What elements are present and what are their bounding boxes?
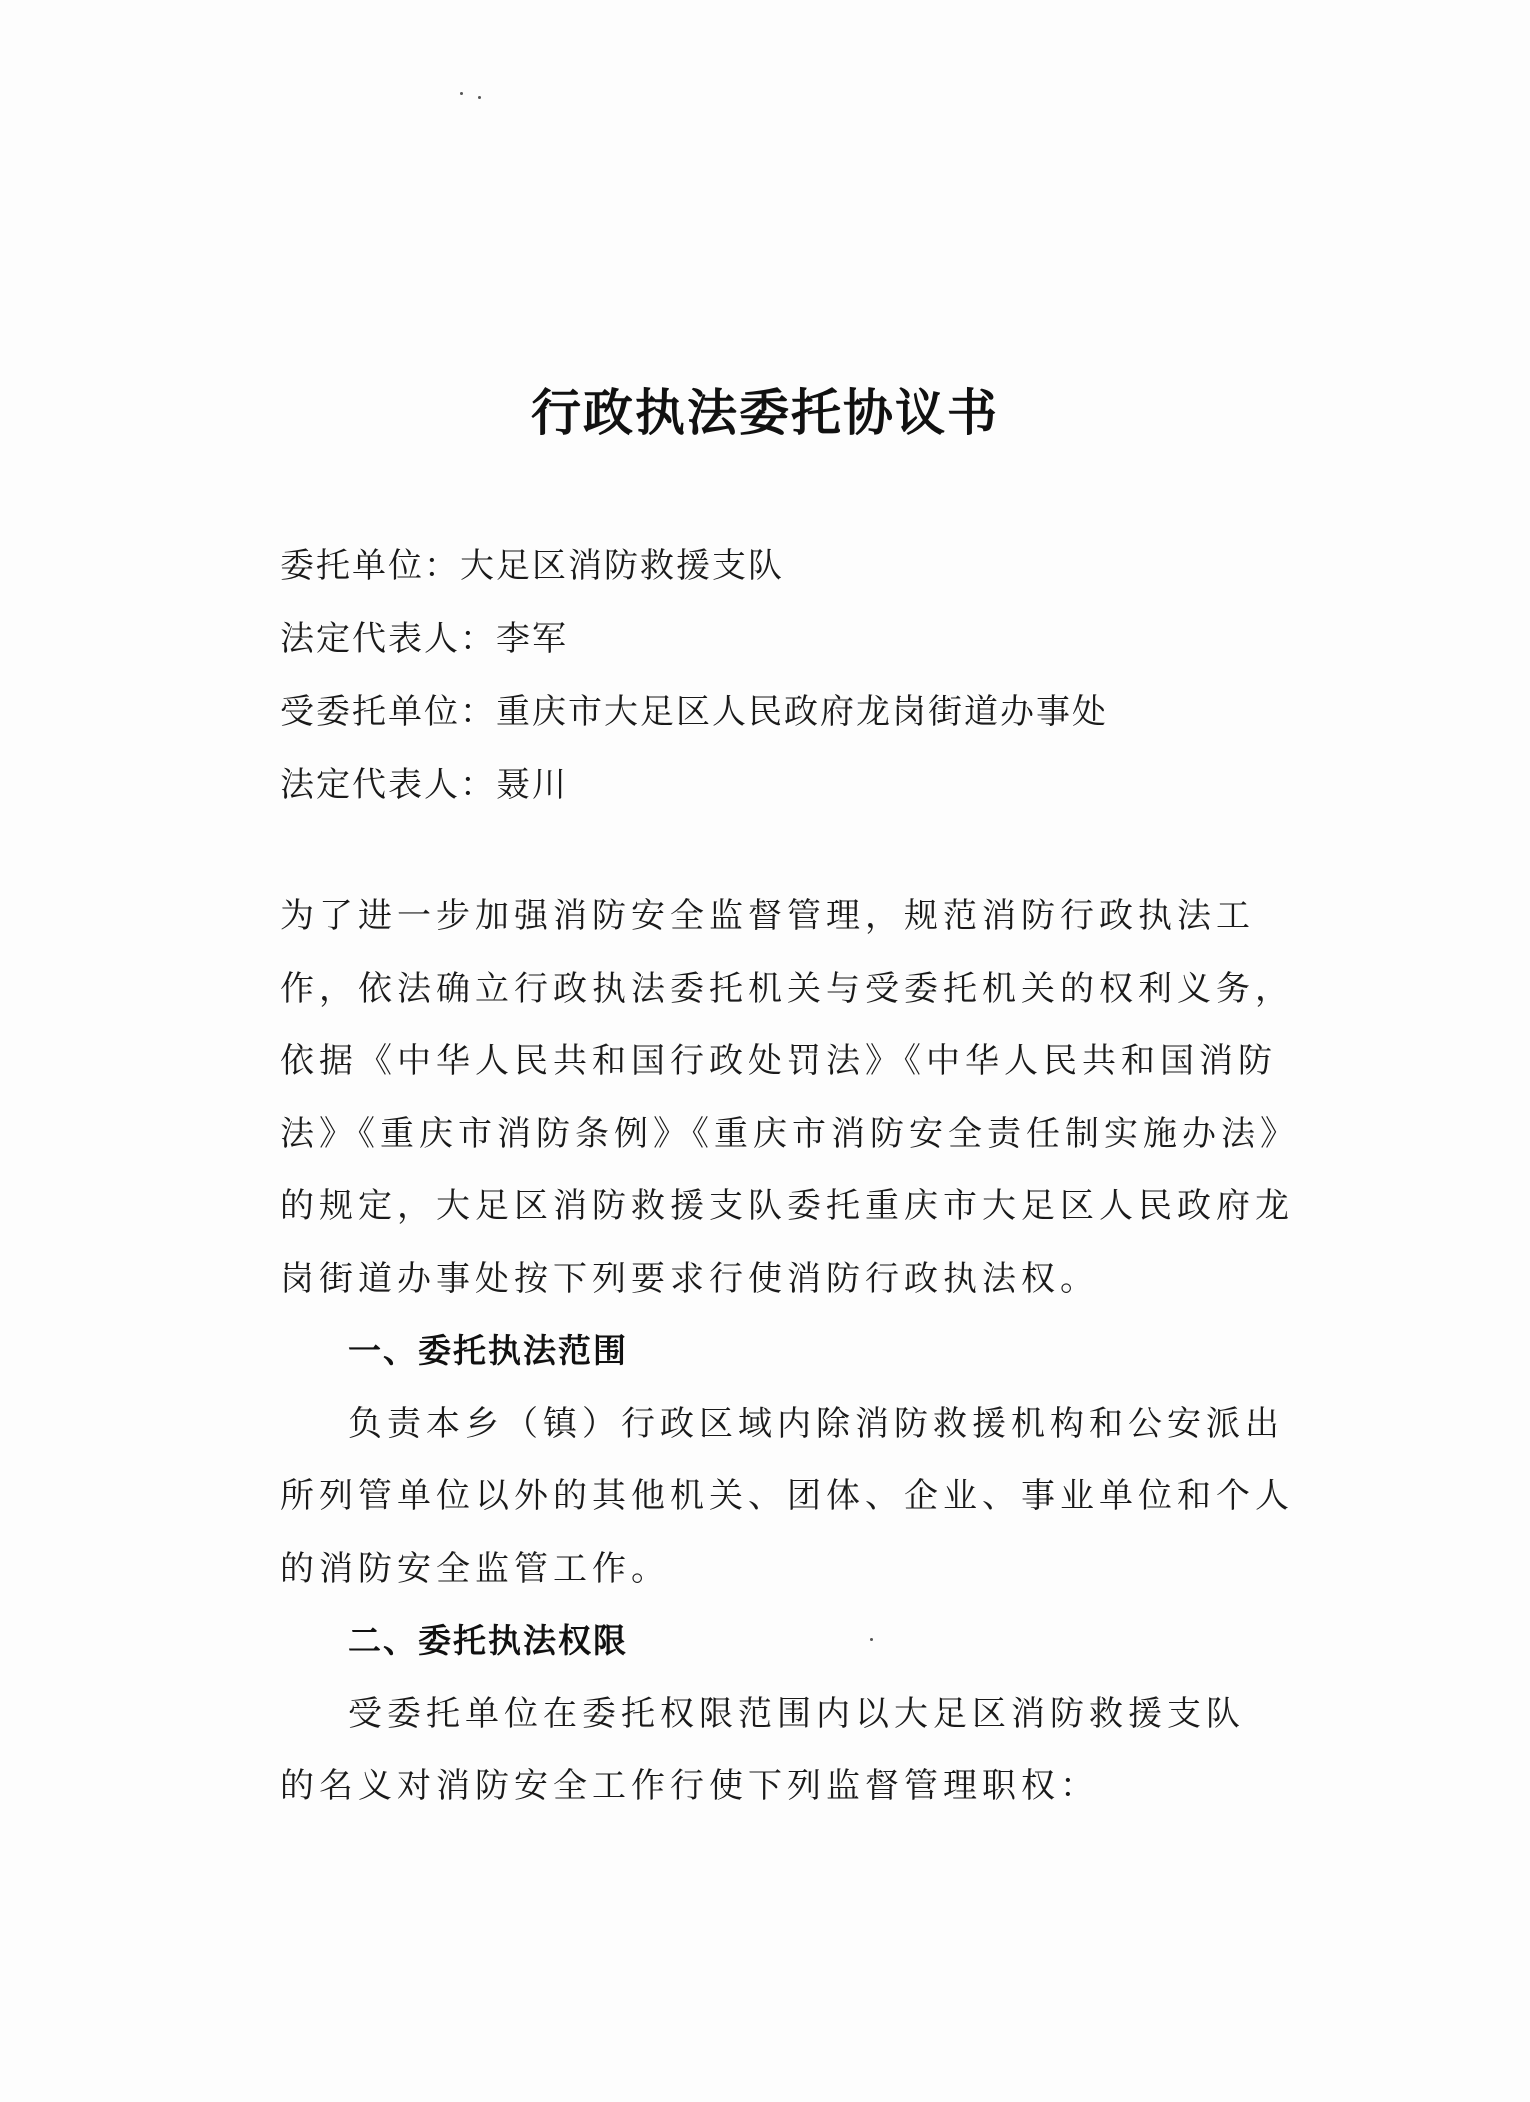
section-paragraph [280, 1678, 1260, 1823]
section-heading: 一、委托执法范围 [348, 1331, 628, 1370]
text-line: 的规定，大足区消防救援支队委托重庆市大足区人民政府龙 [280, 1186, 1294, 1226]
party-line: 受委托单位：重庆市大足区人民政府龙岗街道办事处 [280, 692, 1108, 732]
section-paragraph [280, 1388, 1294, 1606]
text-line: 所列管单位以外的其他机关、团体、企业、事业单位和个人 [280, 1476, 1294, 1516]
intro-paragraph [280, 880, 1299, 1315]
body-block [280, 880, 1299, 1823]
text-line: 受委托单位在委托权限范围内以大足区消防救援支队 [348, 1693, 1245, 1734]
party-line: 委托单位：大足区消防救援支队 [280, 546, 784, 586]
text-line: 法》《重庆市消防条例》《重庆市消防安全责任制实施办法》 [280, 1113, 1299, 1154]
text-line: 的消防安全监管工作。 [280, 1548, 670, 1589]
text-line: 的名义对消防安全工作行使下列监督管理职权： [280, 1766, 1099, 1806]
text-line: 依据《中华人民共和国行政处罚法》《中华人民共和国消防 [280, 1041, 1277, 1081]
text-line: 负责本乡（镇）行政区域内除消防救援机构和公安派出 [348, 1403, 1284, 1444]
scan-speck [478, 96, 481, 99]
parties-block [280, 530, 1280, 822]
party-line: 法定代表人：聂川 [280, 765, 568, 805]
text-line: 作，依法确立行政执法委托机关与受委托机关的权利义务， [280, 968, 1294, 1009]
text-line: 岗街道办事处按下列要求行使消防行政执法权。 [280, 1258, 1099, 1299]
document-title: 行政执法委托协议书 [531, 383, 999, 442]
scan-speck [460, 92, 463, 95]
text-line: 为了进一步加强消防安全监督管理，规范消防行政执法工 [280, 896, 1255, 936]
party-line: 法定代表人：李军 [280, 619, 568, 659]
section-heading: 二、委托执法权限 [348, 1621, 628, 1660]
